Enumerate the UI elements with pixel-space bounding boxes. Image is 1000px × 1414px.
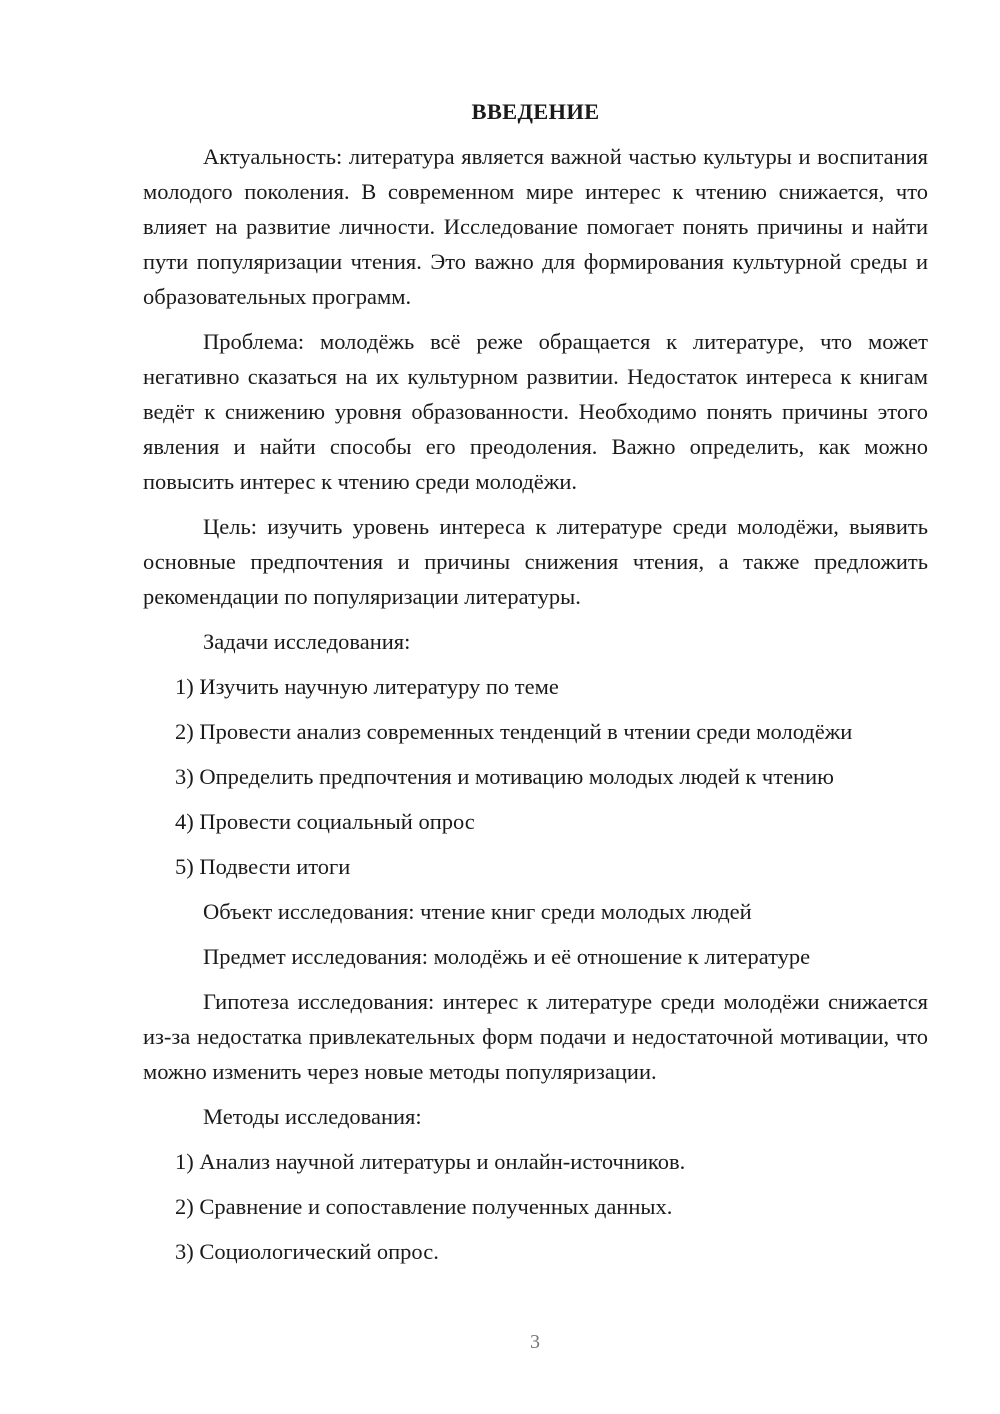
goal-paragraph: Цель: изучить уровень интереса к литературе среди молодёжи, выявить основные предпочтения и причины снижения чтения, а также предложить рекомендации по популяризации литературы.: [143, 514, 928, 609]
relevance-paragraph: Актуальность: литература является важной частью культуры и воспитания молодого поколения. В современном мире интерес к чтению снижается, что влияет на развитие личности. Исследование помогает понять причины и найти пути популяризации чтения. Это важно для формирования культурной среды и образовательных программ.: [143, 144, 928, 309]
method-item: 2) Сравнение и сопоставление полученных данных.: [175, 1194, 673, 1219]
tasks-heading: Задачи исследования:: [203, 629, 411, 654]
task-item: 1) Изучить научную литературу по теме: [175, 674, 559, 699]
task-item: 3) Определить предпочтения и мотивацию молодых людей к чтению: [175, 764, 834, 789]
page-title: ВВЕДЕНИЕ: [471, 99, 600, 124]
page-number: 3: [530, 1331, 540, 1353]
problem-paragraph: Проблема: молодёжь всё реже обращается к литературе, что может негативно сказаться на их культурном развитии. Недостаток интереса к книгам ведёт к снижению уровня образованности. Необходимо понять причины этого явления и найти способы его преодоления. Важно определить, как можно повысить интерес к чтению среди молодёжи.: [143, 329, 928, 494]
methods-heading: Методы исследования:: [203, 1104, 422, 1129]
task-item: 4) Провести социальный опрос: [175, 809, 475, 834]
hypothesis-paragraph: Гипотеза исследования: интерес к литературе среди молодёжи снижается из-за недостатка привлекательных форм подачи и недостаточной мотивации, что можно изменить через новые методы популяризации.: [143, 989, 928, 1084]
page-content: [143, 94, 928, 1279]
subject-line: Предмет исследования: молодёжь и её отношение к литературе: [203, 944, 811, 969]
method-item: 3) Социологический опрос.: [175, 1239, 439, 1264]
task-item: 5) Подвести итоги: [175, 854, 351, 879]
task-item: 2) Провести анализ современных тенденций в чтении среди молодёжи: [175, 719, 853, 744]
object-line: Объект исследования: чтение книг среди молодых людей: [203, 899, 752, 924]
method-item: 1) Анализ научной литературы и онлайн-источников.: [175, 1149, 686, 1174]
